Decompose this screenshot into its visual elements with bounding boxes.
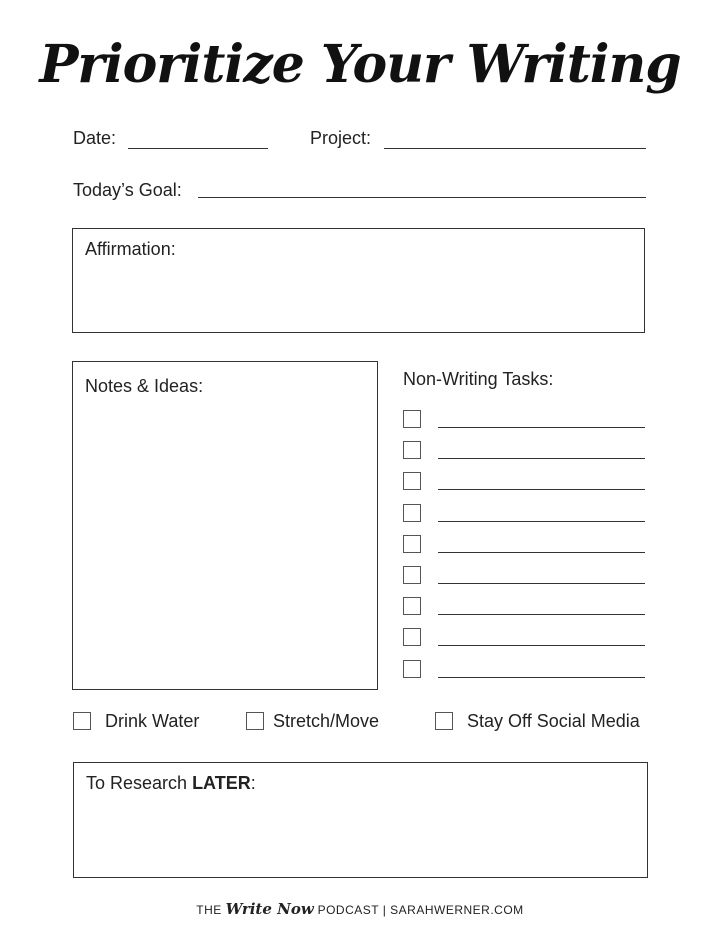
drink-water-label: Drink Water (105, 711, 200, 731)
date-field[interactable] (128, 148, 268, 149)
stretch-checkbox[interactable] (246, 712, 264, 730)
task-line[interactable] (438, 458, 645, 459)
task-checkbox[interactable] (403, 504, 421, 522)
research-label (86, 773, 256, 794)
research-label-bold: LATER (192, 773, 251, 793)
goal-field[interactable] (198, 197, 646, 198)
footer-brand: Write Now (225, 900, 314, 918)
task-checkbox[interactable] (403, 535, 421, 553)
stretch-label: Stretch/Move (273, 711, 380, 731)
task-line[interactable] (438, 677, 645, 678)
task-line[interactable] (438, 427, 645, 428)
footer (0, 900, 720, 918)
task-checkbox[interactable] (403, 441, 421, 459)
affirmation-box[interactable] (72, 228, 645, 333)
task-checkbox[interactable] (403, 472, 421, 490)
social-media-label: Stay Off Social Media (467, 711, 640, 731)
task-line[interactable] (438, 552, 645, 553)
affirmation-label: Affirmation: (85, 239, 176, 259)
date-label: Date: (73, 128, 117, 148)
project-label: Project: (310, 128, 372, 148)
task-line[interactable] (438, 614, 645, 615)
task-checkbox[interactable] (403, 660, 421, 678)
notes-label: Notes & Ideas: (85, 376, 204, 396)
research-label-prefix: To Research (86, 773, 193, 793)
task-checkbox[interactable] (403, 597, 421, 615)
footer-rest: PODCAST | SARAHWERNER.COM (317, 903, 524, 917)
footer-the: THE (196, 903, 222, 917)
task-line[interactable] (438, 583, 645, 584)
research-box[interactable] (73, 762, 648, 878)
project-field[interactable] (384, 148, 646, 149)
goal-label: Today’s Goal: (73, 180, 182, 200)
research-label-suffix: : (250, 773, 256, 793)
drink-water-checkbox[interactable] (73, 712, 91, 730)
task-checkbox[interactable] (403, 566, 421, 584)
tasks-heading: Non-Writing Tasks: (403, 369, 554, 389)
task-checkbox[interactable] (403, 628, 421, 646)
social-media-checkbox[interactable] (435, 712, 453, 730)
notes-box[interactable] (72, 361, 378, 690)
page-title: Prioritize Your Writing (39, 34, 681, 95)
task-line[interactable] (438, 489, 645, 490)
task-checkbox[interactable] (403, 410, 421, 428)
task-line[interactable] (438, 645, 645, 646)
task-line[interactable] (438, 521, 645, 522)
